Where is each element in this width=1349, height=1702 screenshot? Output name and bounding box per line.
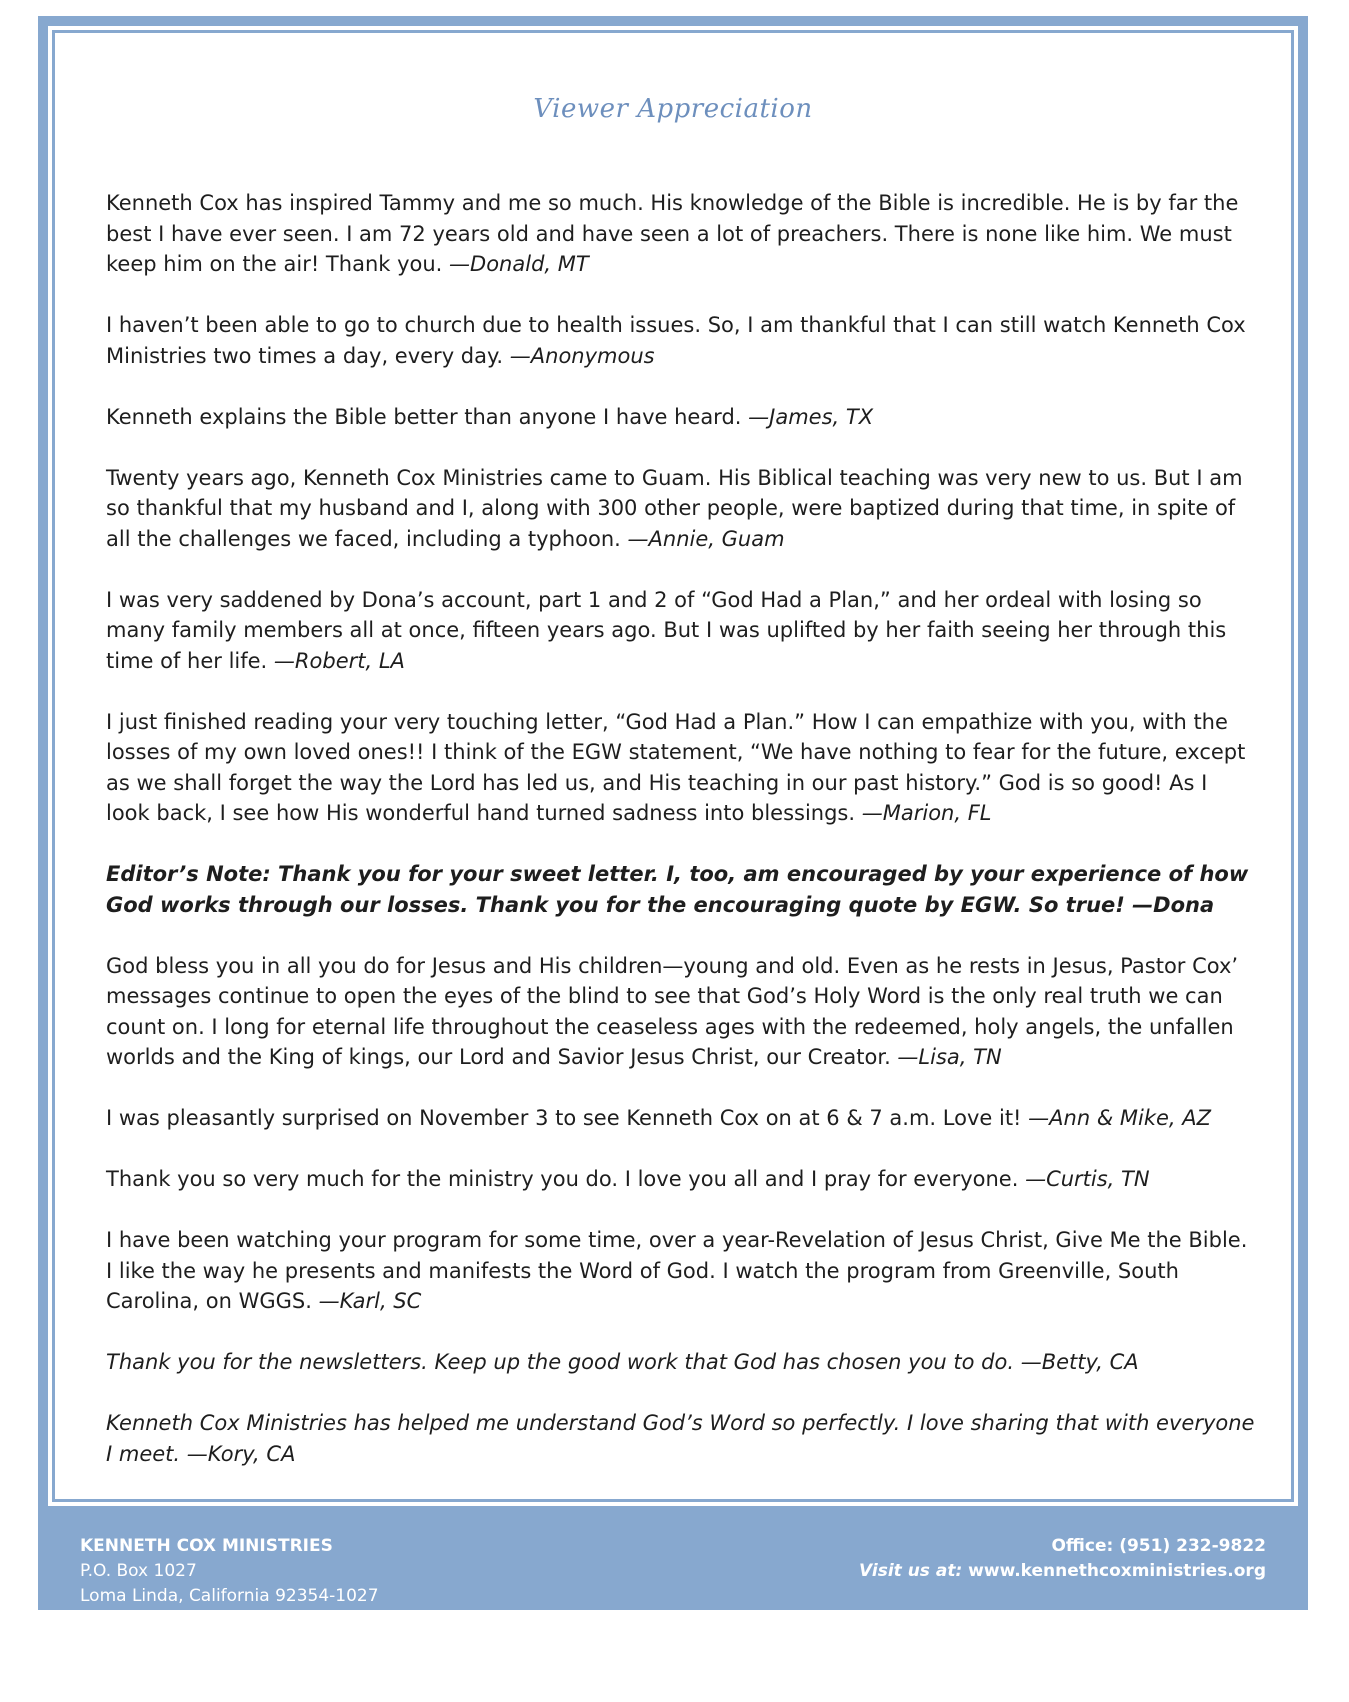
letter-signature: —Donald, MT [449, 252, 589, 276]
contact-info [859, 1534, 1266, 1584]
editor-note: Editor’s Note: Thank you for your sweet letter. I, too, am encouraged by your experience of how God works through our losses. Thank you for the encouraging quote by EGW. So true! —Dona [106, 862, 1249, 917]
letter-signature: —Marion, FL [861, 801, 992, 825]
city-line: Loma Linda, California 92354-1027 [80, 1586, 379, 1606]
letter-robert: I was very saddened by Dona’s account, part 1 and 2 of “God Had a Plan,” and her ordeal with losing so many family members all at once, fifteen years ago. But I was uplifted by her faith seeing her through this time of her life. —Robert, LA [106, 587, 1227, 673]
letter-signature: —Curtis, TN [1025, 1167, 1150, 1191]
letter-anonymous: I haven’t been able to go to church due to health issues. So, I am thankful that I can still watch Kenneth Cox Ministries two times a day, every day. —Anonymous [106, 313, 1246, 368]
org-name: KENNETH COX MINISTRIES [80, 1536, 333, 1556]
footer [38, 1506, 1308, 1681]
letter-ann-mike: I was pleasantly surprised on November 3 to see Kenneth Cox on at 6 & 7 a.m. Love it! —Ann & Mike, AZ [106, 1106, 1212, 1130]
letter-signature: —Lisa, TN [897, 1045, 1002, 1069]
letter-signature: —Ann & Mike, AZ [1028, 1106, 1212, 1130]
letter-curtis: Thank you so very much for the ministry you do. I love you all and I pray for everyone. —Curtis, TN [106, 1167, 1150, 1191]
letter-signature: —Annie, Guam [627, 526, 785, 551]
newsletter-frame [38, 16, 1308, 1681]
letter-signature: —Karl, SC [318, 1289, 422, 1313]
office-phone: Office: (951) 232-9822 [1051, 1536, 1266, 1556]
letters-body [106, 188, 1256, 1500]
letter-karl: I have been watching your program for some time, over a year-Revelation of Jesus Christ, Give Me the Bible. I like the way he presents and manifests the Word of God. I watch the program from Greenville, South Carolina, on WGGS. —Karl, SC [106, 1228, 1248, 1313]
letter-james: Kenneth explains the Bible better than anyone I have heard. —James, TX [106, 404, 874, 429]
letter-donald: Kenneth Cox has inspired Tammy and me so much. His knowledge of the Bible is incredible. He is by far the best I have ever seen. I am 72 years old and have seen a lot of preachers. There is none like him. We must keep him on the air! Thank you. —Donald, MT [106, 191, 1239, 276]
content-panel [48, 26, 1298, 1506]
letter-betty: Thank you for the newsletters. Keep up the good work that God has chosen you to do. —Betty, CA [106, 1350, 1139, 1374]
po-box: P.O. Box 1027 [80, 1561, 197, 1581]
page-title: Viewer Appreciation [533, 94, 813, 124]
letter-annie: Twenty years ago, Kenneth Cox Ministries came to Guam. His Biblical teaching was very new to us. But I am so thankful that my husband and I, along with 300 other people, were baptized during that time, in spite of all the challenges we faced, including a typhoon. —Annie, Guam [106, 465, 1243, 551]
postal-note: Please note: The words “CURRENT RESIDENT” appear on the name and address area of this mailing due to a U.S. Postal Service requirement, which also helps our ministry reduce mailing expense. Thanks for your understanding. [80, 1636, 1170, 1681]
letter-lisa: God bless you in all you do for Jesus and His children—young and old. Even as he rests in Jesus, Pastor Cox’ messages continue to open the eyes of the blind to see that God’s Holy Word is the only real truth we can count on. I long for eternal life throughout the ceaseless ages with the redeemed, holy angels, the unfallen worlds and the King of kings, our Lord and Savior Jesus Christ, our Creator. —Lisa, TN [106, 953, 1239, 1069]
letter-marion: I just finished reading your very touching letter, “God Had a Plan.” How I can empathize with you, with the losses of my own loved ones!! I think of the EGW statement, “We have nothing to fear for the future, except as we shall forget the way the Lord has led us, and His teaching in our past history.” God is so good! As I look back, I see how His wonderful hand turned sadness into blessings. —Marion, FL [106, 709, 1246, 825]
website-link[interactable]: www.kennethcoxministries.org [968, 1561, 1266, 1581]
letter-signature: —Robert, LA [273, 648, 405, 673]
letter-signature: —James, TX [748, 404, 874, 429]
mailing-address [80, 1534, 379, 1609]
letter-signature: —Anonymous [509, 343, 655, 368]
visit-line [859, 1559, 1266, 1584]
visit-label: Visit us at: [859, 1561, 969, 1581]
thanks-text: Thanks for your understanding. [664, 1661, 969, 1681]
letter-kory: Kenneth Cox Ministries has helped me understand God’s Word so perfectly. I love sharing that with everyone I meet. —Kory, CA [106, 1411, 1255, 1466]
